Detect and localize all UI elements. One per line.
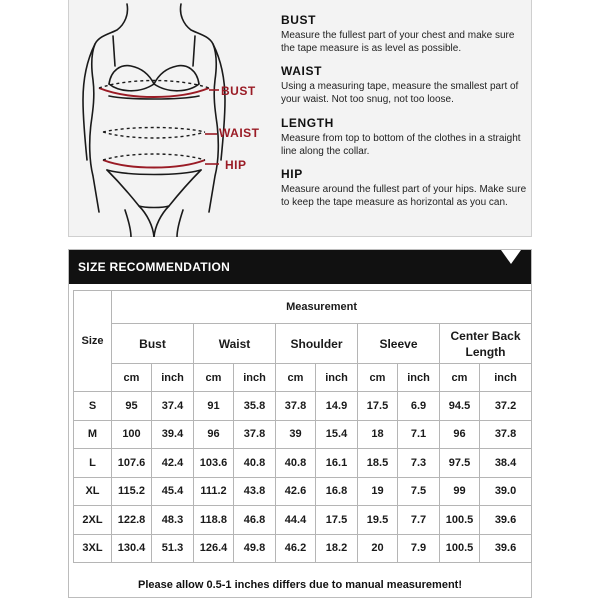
guide-item-title: BUST (281, 13, 317, 27)
value-cell: 20 (358, 534, 398, 563)
value-cell: 96 (440, 420, 480, 449)
value-cell: 40.8 (276, 449, 316, 478)
guide-item-bust (281, 13, 529, 55)
value-cell: 94.5 (440, 392, 480, 421)
value-cell: 17.5 (316, 506, 358, 535)
value-cell: 37.8 (480, 420, 532, 449)
value-cell: 16.8 (316, 477, 358, 506)
size-header: Size (74, 291, 112, 392)
value-cell: 37.4 (152, 392, 194, 421)
table-row (74, 449, 532, 478)
column-group-header: Center Back Length (440, 324, 532, 364)
measurement-header: Measurement (112, 291, 532, 324)
value-cell: 115.2 (112, 477, 152, 506)
value-cell: 96 (194, 420, 234, 449)
value-cell: 51.3 (152, 534, 194, 563)
unit-header: cm (440, 364, 480, 392)
banner-title: SIZE RECOMMENDATION (78, 260, 231, 274)
value-cell: 48.3 (152, 506, 194, 535)
value-cell: 37.8 (276, 392, 316, 421)
table-row (74, 477, 532, 506)
value-cell: 15.4 (316, 420, 358, 449)
value-cell: 44.4 (276, 506, 316, 535)
value-cell: 100.5 (440, 506, 480, 535)
section-banner (69, 250, 531, 284)
value-cell: 37.2 (480, 392, 532, 421)
value-cell: 46.8 (234, 506, 276, 535)
figure-label-bust: BUST (221, 84, 256, 98)
unit-header: inch (316, 364, 358, 392)
unit-header: cm (194, 364, 234, 392)
unit-header: cm (276, 364, 316, 392)
value-cell: 107.6 (112, 449, 152, 478)
value-cell: 43.8 (234, 477, 276, 506)
value-cell: 19.5 (358, 506, 398, 535)
value-cell: 7.7 (398, 506, 440, 535)
value-cell: 126.4 (194, 534, 234, 563)
value-cell: 100.5 (440, 534, 480, 563)
value-cell: 99 (440, 477, 480, 506)
chevron-down-icon (501, 250, 521, 264)
value-cell: 6.9 (398, 392, 440, 421)
value-cell: 18.2 (316, 534, 358, 563)
value-cell: 100 (112, 420, 152, 449)
value-cell: 95 (112, 392, 152, 421)
value-cell: 7.1 (398, 420, 440, 449)
value-cell: 14.9 (316, 392, 358, 421)
measurement-footnote: Please allow 0.5-1 inches differs due to manual measurement! (137, 579, 462, 591)
size-cell: 2XL (74, 506, 112, 535)
column-group-header: Waist (194, 324, 276, 364)
value-cell: 130.4 (112, 534, 152, 563)
unit-header: inch (480, 364, 532, 392)
figure-label-waist: WAIST (219, 126, 260, 140)
value-cell: 37.8 (234, 420, 276, 449)
size-cell: XL (74, 477, 112, 506)
size-cell: 3XL (74, 534, 112, 563)
value-cell: 18 (358, 420, 398, 449)
guide-item-text: Measure the fullest part of your chest and make sure the tape measure is as level as possible. (281, 30, 515, 54)
table-row (74, 506, 532, 535)
unit-header: inch (152, 364, 194, 392)
value-cell: 19 (358, 477, 398, 506)
guide-item-text: Measure around the fullest part of your hips. Make sure to keep the tape measure as horizontal as you can. (281, 184, 527, 208)
value-cell: 46.2 (276, 534, 316, 563)
value-cell: 42.6 (276, 477, 316, 506)
unit-header: cm (358, 364, 398, 392)
body-outline-icon (69, 0, 269, 237)
guide-item-title: LENGTH (281, 116, 334, 130)
value-cell: 18.5 (358, 449, 398, 478)
value-cell: 40.8 (234, 449, 276, 478)
guide-item-text: Measure from top to bottom of the clothes in a straight line along the collar. (281, 133, 521, 157)
size-recommendation-section (68, 249, 532, 598)
value-cell: 111.2 (194, 477, 234, 506)
column-group-header: Shoulder (276, 324, 358, 364)
unit-header: inch (398, 364, 440, 392)
value-cell: 39.0 (480, 477, 532, 506)
value-cell: 7.3 (398, 449, 440, 478)
guide-item-title: WAIST (281, 64, 322, 78)
value-cell: 39.6 (480, 534, 532, 563)
value-cell: 103.6 (194, 449, 234, 478)
value-cell: 97.5 (440, 449, 480, 478)
value-cell: 49.8 (234, 534, 276, 563)
size-table (73, 290, 532, 563)
guide-item-text: Using a measuring tape, measure the smallest part of your waist. Not too snug, not too loose. (281, 81, 519, 105)
table-row (74, 420, 532, 449)
value-cell: 39 (276, 420, 316, 449)
unit-header: cm (112, 364, 152, 392)
table-row (74, 534, 532, 563)
unit-header: inch (234, 364, 276, 392)
value-cell: 7.5 (398, 477, 440, 506)
value-cell: 38.4 (480, 449, 532, 478)
measurement-guide (68, 0, 532, 237)
value-cell: 17.5 (358, 392, 398, 421)
value-cell: 91 (194, 392, 234, 421)
column-group-header: Bust (112, 324, 194, 364)
column-group-header: Sleeve (358, 324, 440, 364)
value-cell: 122.8 (112, 506, 152, 535)
value-cell: 42.4 (152, 449, 194, 478)
guide-item-hip (281, 167, 529, 209)
guide-item-length (281, 116, 529, 158)
size-cell: S (74, 392, 112, 421)
value-cell: 35.8 (234, 392, 276, 421)
size-cell: L (74, 449, 112, 478)
value-cell: 118.8 (194, 506, 234, 535)
value-cell: 45.4 (152, 477, 194, 506)
guide-item-title: HIP (281, 167, 303, 181)
value-cell: 7.9 (398, 534, 440, 563)
table-row (74, 392, 532, 421)
size-cell: M (74, 420, 112, 449)
figure-label-hip: HIP (225, 158, 247, 172)
guide-item-waist (281, 64, 529, 106)
value-cell: 16.1 (316, 449, 358, 478)
value-cell: 39.6 (480, 506, 532, 535)
value-cell: 39.4 (152, 420, 194, 449)
